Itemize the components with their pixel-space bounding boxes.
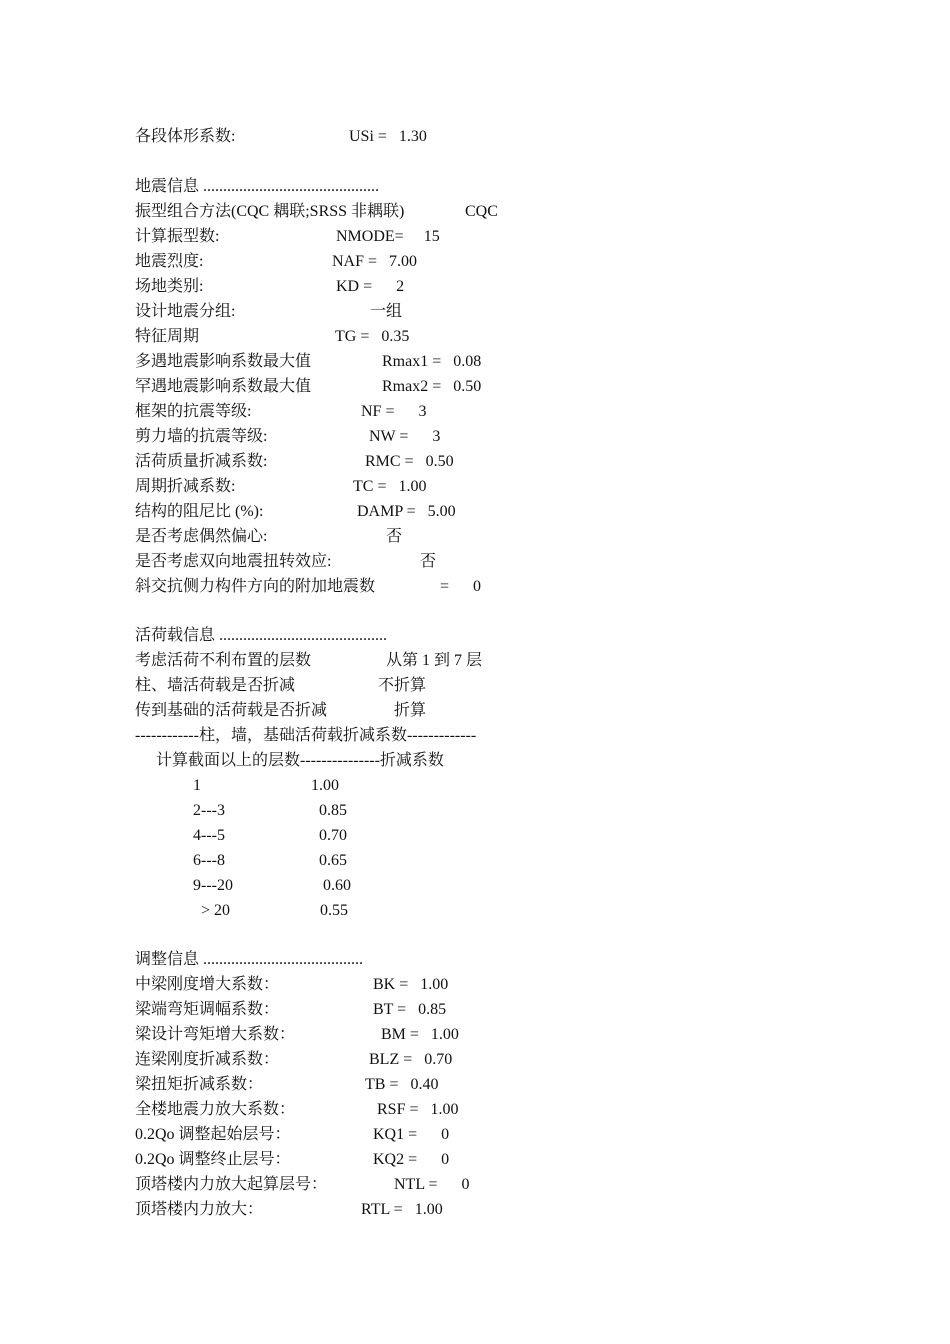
seismic-section-header: 地震信息 ............................................ xyxy=(135,178,380,195)
bm-value: BM = 1.00 xyxy=(381,1026,459,1043)
unfavorable-layout-value: 从第 1 到 7 层 xyxy=(386,652,483,669)
bk-label: 中梁刚度增大系数： xyxy=(135,976,280,993)
adjustment-section-header: 调整信息 ........................................ xyxy=(135,951,364,968)
bt-label: 梁端弯矩调幅系数： xyxy=(135,1001,280,1018)
damp-value: DAMP = 5.00 xyxy=(357,503,456,520)
rmc-value: RMC = 0.50 xyxy=(365,453,454,470)
usi-label: 各段体形系数: xyxy=(135,128,236,145)
kq2-label: 0.2Qo 调整终止层号： xyxy=(135,1151,291,1168)
tg-value: TG = 0.35 xyxy=(335,328,410,345)
reduction-row-floors: > 20 xyxy=(201,902,231,919)
kq1-label: 0.2Qo 调整起始层号： xyxy=(135,1126,291,1143)
rmax2-label: 罕遇地震影响系数最大值 xyxy=(135,378,312,395)
bidirectional-value: 否 xyxy=(420,553,437,570)
naf-value: NAF = 7.00 xyxy=(332,253,418,270)
reduction-row-coefficient: 0.65 xyxy=(319,852,347,869)
group-value: 一组 xyxy=(370,303,403,320)
damp-label: 结构的阻尼比 (%): xyxy=(135,503,264,520)
eccentricity-label: 是否考虑偶然偏心: xyxy=(135,528,268,545)
reduction-table-subheader: 计算截面以上的层数---------------折减系数 xyxy=(156,752,444,769)
group-label: 设计地震分组: xyxy=(135,303,236,320)
cqc-value: CQC xyxy=(465,203,498,220)
reduction-row-floors: 9---20 xyxy=(193,877,233,894)
ntl-label: 顶塔楼内力放大起算层号： xyxy=(135,1176,328,1193)
kd-value: KD = 2 xyxy=(336,278,405,295)
usi-value: USi = 1.30 xyxy=(349,128,427,145)
blz-value: BLZ = 0.70 xyxy=(369,1051,453,1068)
rmc-label: 活荷质量折减系数: xyxy=(135,453,268,470)
kd-label: 场地类别: xyxy=(135,278,204,295)
kq1-value: KQ1 = 0 xyxy=(373,1126,450,1143)
oblique-label: 斜交抗侧力构件方向的附加地震数 xyxy=(135,578,376,595)
reduction-row-coefficient: 0.55 xyxy=(320,902,348,919)
nf-value: NF = 3 xyxy=(361,403,427,420)
tc-value: TC = 1.00 xyxy=(353,478,427,495)
reduction-table-header: ------------柱，墙，基础活荷载折减系数------------- xyxy=(135,727,477,744)
reduction-row-coefficient: 1.00 xyxy=(311,777,339,794)
rtl-value: RTL = 1.00 xyxy=(361,1201,443,1218)
reduction-row-coefficient: 0.85 xyxy=(319,802,347,819)
reduction-row-floors: 2---3 xyxy=(193,802,225,819)
bt-value: BT = 0.85 xyxy=(373,1001,447,1018)
reduction-row-floors: 6---8 xyxy=(193,852,225,869)
nw-label: 剪力墙的抗震等级: xyxy=(135,428,268,445)
foundation-reduction-value: 折算 xyxy=(394,702,427,719)
unfavorable-layout-label: 考虑活荷不利布置的层数 xyxy=(135,652,312,669)
rmax1-value: Rmax1 = 0.08 xyxy=(382,353,482,370)
rmax1-label: 多遇地震影响系数最大值 xyxy=(135,353,312,370)
rtl-label: 顶塔楼内力放大： xyxy=(135,1201,264,1218)
tg-label: 特征周期 xyxy=(135,328,200,345)
tb-label: 梁扭矩折减系数： xyxy=(135,1076,264,1093)
naf-label: 地震烈度: xyxy=(135,253,204,270)
cqc-label: 振型组合方法(CQC 耦联;SRSS 非耦联) xyxy=(135,203,405,220)
column-wall-reduction-value: 不折算 xyxy=(378,677,427,694)
reduction-row-floors: 4---5 xyxy=(193,827,225,844)
bidirectional-label: 是否考虑双向地震扭转效应: xyxy=(135,553,332,570)
reduction-row-floors: 1 xyxy=(193,777,201,794)
ntl-value: NTL = 0 xyxy=(394,1176,470,1193)
column-wall-reduction-label: 柱、墙活荷载是否折减 xyxy=(135,677,296,694)
kq2-value: KQ2 = 0 xyxy=(373,1151,450,1168)
foundation-reduction-label: 传到基础的活荷载是否折减 xyxy=(135,702,328,719)
nmode-value: NMODE= 15 xyxy=(336,228,440,245)
bk-value: BK = 1.00 xyxy=(373,976,449,993)
reduction-row-coefficient: 0.60 xyxy=(323,877,351,894)
live-load-section-header: 活荷载信息 .......................................... xyxy=(135,627,388,644)
tc-label: 周期折减系数: xyxy=(135,478,236,495)
nmode-label: 计算振型数: xyxy=(135,228,220,245)
blz-label: 连梁刚度折减系数： xyxy=(135,1051,280,1068)
rsf-label: 全楼地震力放大系数： xyxy=(135,1101,296,1118)
bm-label: 梁设计弯矩增大系数： xyxy=(135,1026,296,1043)
oblique-value: = 0 xyxy=(440,578,482,595)
rsf-value: RSF = 1.00 xyxy=(377,1101,459,1118)
nw-value: NW = 3 xyxy=(369,428,441,445)
tb-value: TB = 0.40 xyxy=(365,1076,439,1093)
nf-label: 框架的抗震等级: xyxy=(135,403,252,420)
eccentricity-value: 否 xyxy=(386,528,403,545)
reduction-row-coefficient: 0.70 xyxy=(319,827,347,844)
rmax2-value: Rmax2 = 0.50 xyxy=(382,378,482,395)
